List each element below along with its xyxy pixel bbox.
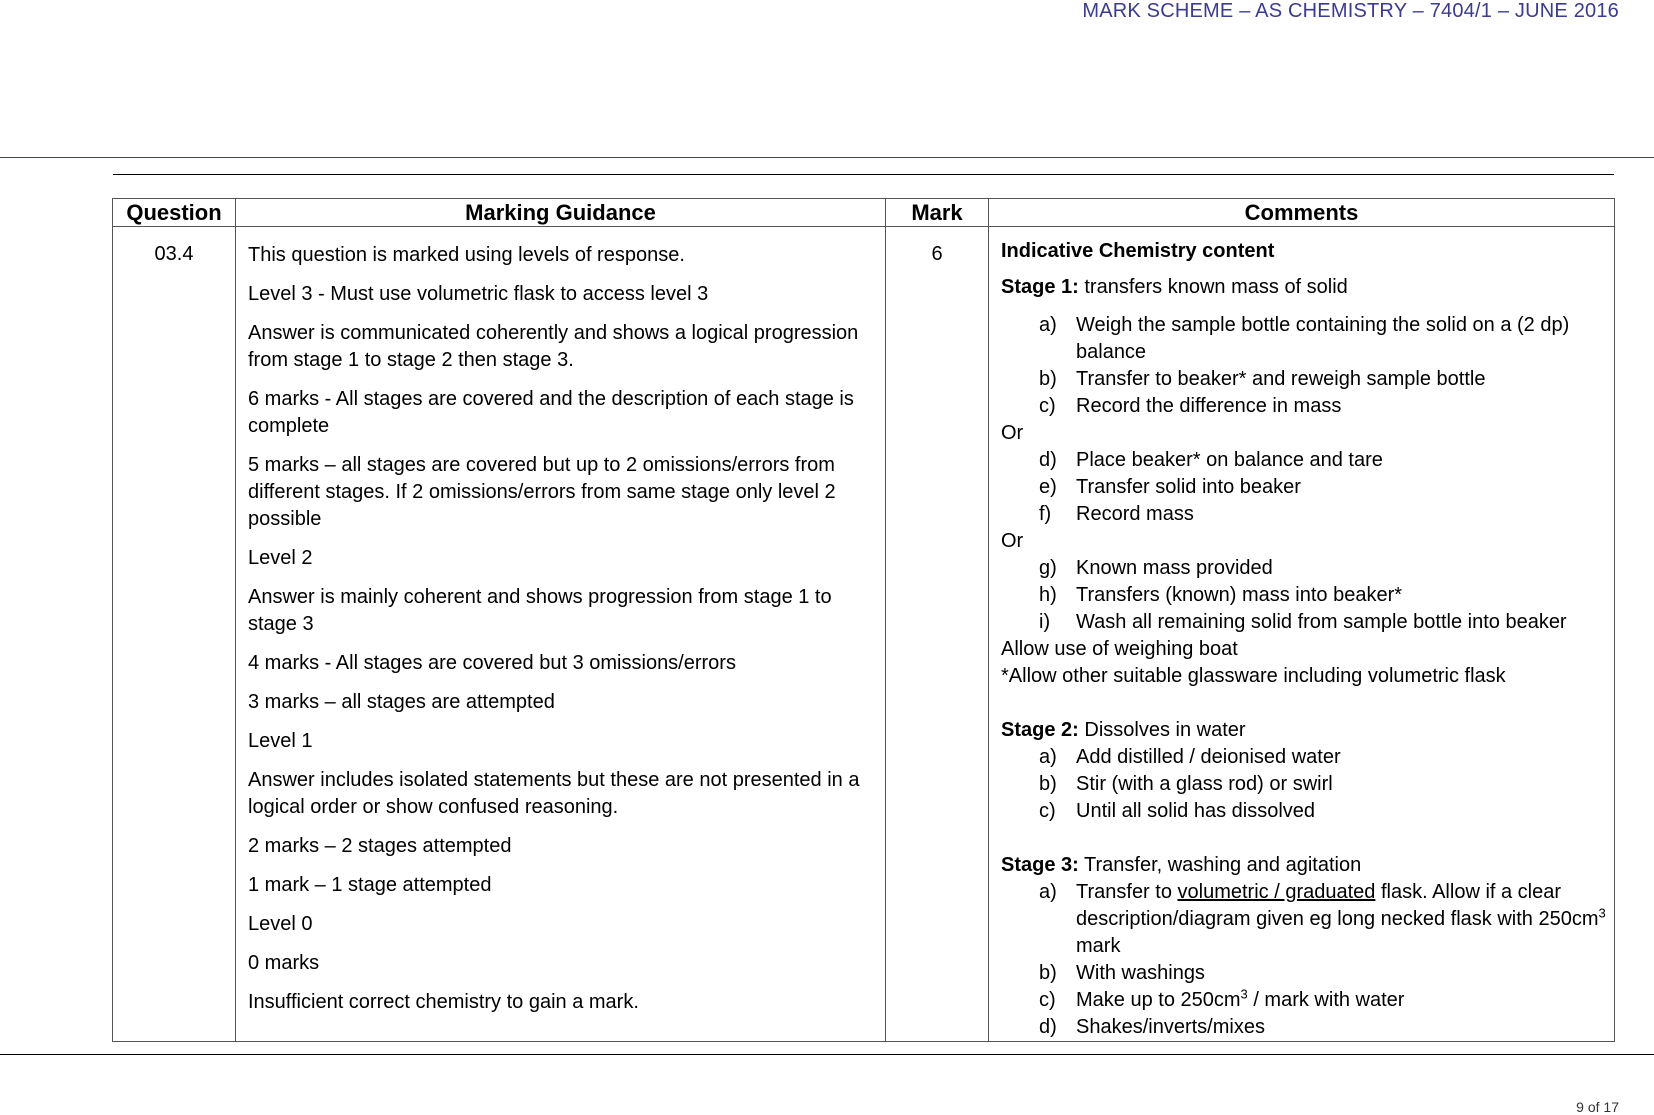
item-text: Known mass provided — [1076, 557, 1273, 579]
guidance-paragraph: Level 3 - Must use volumetric flask to access level 3 — [248, 283, 709, 305]
stage-1-title — [1001, 274, 1606, 301]
guidance-paragraph: Insufficient correct chemistry to gain a mark. — [248, 991, 639, 1013]
item-letter: c) — [1039, 395, 1056, 417]
comments-cell — [989, 227, 1615, 1042]
page-header-title: MARK SCHEME – AS CHEMISTRY – 7404/1 – JUNE 2016 — [1082, 0, 1619, 22]
table-top-divider — [113, 174, 1614, 175]
header-mark: Mark — [886, 199, 989, 227]
item-letter: i) — [1039, 611, 1051, 633]
mark-scheme-table — [112, 198, 1615, 1042]
comments-heading: Indicative Chemistry content — [1001, 240, 1275, 262]
item-text: With washings — [1076, 962, 1205, 984]
item-text: Wash all remaining solid from sample bottle into beaker — [1076, 611, 1567, 633]
list-item — [1001, 555, 1606, 582]
list-item — [1001, 1014, 1606, 1041]
item-text: Transfer to — [1076, 881, 1178, 903]
item-text: Transfers (known) mass into beaker* — [1076, 584, 1403, 606]
list-item — [1001, 582, 1606, 609]
guidance-paragraph: This question is marked using levels of response. — [248, 244, 685, 266]
list-item — [1001, 393, 1606, 420]
item-text: Transfer solid into beaker — [1076, 476, 1301, 498]
or-separator: Or — [1001, 530, 1024, 552]
item-letter: d) — [1039, 1016, 1057, 1038]
list-item — [1001, 447, 1606, 474]
item-text: flask. Allow if a clear description/diagram given eg long necked flask with 250cm — [1076, 881, 1599, 930]
stage-3-text: Transfer, washing and agitation — [1078, 854, 1362, 876]
guidance-paragraph: Answer is communicated coherently and shows a logical progression from stage 1 to stage 2 then stage 3. — [248, 322, 859, 371]
item-text-underlined: volumetric / graduated — [1177, 881, 1376, 903]
item-letter: a) — [1039, 881, 1057, 903]
guidance-paragraph: 4 marks - All stages are covered but 3 omissions/errors — [248, 652, 736, 674]
stage-1-text: transfers known mass of solid — [1078, 276, 1348, 298]
item-text: Stir (with a glass rod) or swirl — [1076, 773, 1333, 795]
stage-3-title — [1001, 852, 1606, 879]
guidance-paragraph: 3 marks – all stages are attempted — [248, 691, 555, 713]
guidance-paragraph: Level 2 — [248, 547, 313, 569]
guidance-paragraph: 2 marks – 2 stages attempted — [248, 835, 512, 857]
footer-divider — [0, 1054, 1654, 1055]
item-letter: a) — [1039, 314, 1057, 336]
list-item — [1001, 474, 1606, 501]
guidance-paragraph: 6 marks - All stages are covered and the description of each stage is complete — [248, 388, 854, 437]
header-comments: Comments — [989, 199, 1615, 227]
guidance-paragraph: Answer includes isolated statements but these are not presented in a logical order or show confused reasoning. — [248, 769, 860, 818]
item-text: Record mass — [1076, 503, 1194, 525]
item-text: mark — [1076, 935, 1121, 957]
marking-guidance-cell — [236, 227, 886, 1042]
item-letter: f) — [1039, 503, 1052, 525]
table-header-row — [113, 199, 1615, 227]
item-text: Transfer to beaker* and reweigh sample bottle — [1076, 368, 1486, 390]
guidance-paragraph: 5 marks – all stages are covered but up to 2 omissions/errors from different stages. If 2 omissions/errors from same stage only level 2 possible — [248, 454, 836, 530]
header-marking-guidance: Marking Guidance — [236, 199, 886, 227]
list-item — [1001, 366, 1606, 393]
list-item — [1001, 501, 1606, 528]
guidance-paragraph: Level 0 — [248, 913, 313, 935]
header-question: Question — [113, 199, 236, 227]
note-weighing-boat: Allow use of weighing boat — [1001, 638, 1238, 660]
spacer — [1001, 690, 1606, 717]
stage-2-title — [1001, 717, 1606, 744]
stage-2-text: Dissolves in water — [1078, 719, 1246, 741]
guidance-paragraph: Level 1 — [248, 730, 313, 752]
item-letter: b) — [1039, 962, 1057, 984]
item-text: Until all solid has dissolved — [1076, 800, 1316, 822]
superscript: 3 — [1598, 905, 1606, 921]
item-letter: b) — [1039, 368, 1057, 390]
list-item — [1001, 609, 1606, 636]
item-letter: b) — [1039, 773, 1057, 795]
item-letter: g) — [1039, 557, 1057, 579]
list-item — [1001, 771, 1606, 798]
item-text: / mark with water — [1247, 989, 1405, 1011]
item-letter: c) — [1039, 800, 1056, 822]
guidance-paragraph: 0 marks — [248, 952, 320, 974]
item-letter: h) — [1039, 584, 1057, 606]
guidance-paragraph: Answer is mainly coherent and shows progression from stage 1 to stage 3 — [248, 586, 832, 635]
item-letter: e) — [1039, 476, 1057, 498]
header-divider — [0, 157, 1654, 158]
list-item — [1001, 879, 1606, 960]
list-item — [1001, 987, 1606, 1014]
mark-value: 6 — [886, 227, 989, 1042]
superscript: 3 — [1240, 986, 1248, 1002]
page-number: 9 of 17 — [1576, 1099, 1619, 1115]
item-letter: d) — [1039, 449, 1057, 471]
spacer — [1001, 825, 1606, 852]
stage-3-label: Stage 3: — [1001, 854, 1079, 876]
item-text: Make up to 250cm — [1076, 989, 1241, 1011]
item-letter: c) — [1039, 989, 1056, 1011]
note-glassware: *Allow other suitable glassware including volumetric flask — [1001, 665, 1506, 687]
stage-2-label: Stage 2: — [1001, 719, 1079, 741]
guidance-paragraph: 1 mark – 1 stage attempted — [248, 874, 492, 896]
table-row — [113, 227, 1615, 1042]
item-text: Weigh the sample bottle containing the solid on a (2 dp) balance — [1076, 314, 1570, 363]
list-item — [1001, 960, 1606, 987]
item-text: Add distilled / deionised water — [1076, 746, 1341, 768]
stage-1-label: Stage 1: — [1001, 276, 1079, 298]
item-text: Record the difference in mass — [1076, 395, 1342, 417]
item-letter: a) — [1039, 746, 1057, 768]
item-text: Shakes/inverts/mixes — [1076, 1016, 1265, 1038]
item-text: Place beaker* on balance and tare — [1076, 449, 1383, 471]
or-separator: Or — [1001, 422, 1024, 444]
question-number: 03.4 — [113, 227, 236, 1042]
list-item — [1001, 312, 1606, 366]
list-item — [1001, 798, 1606, 825]
list-item — [1001, 744, 1606, 771]
